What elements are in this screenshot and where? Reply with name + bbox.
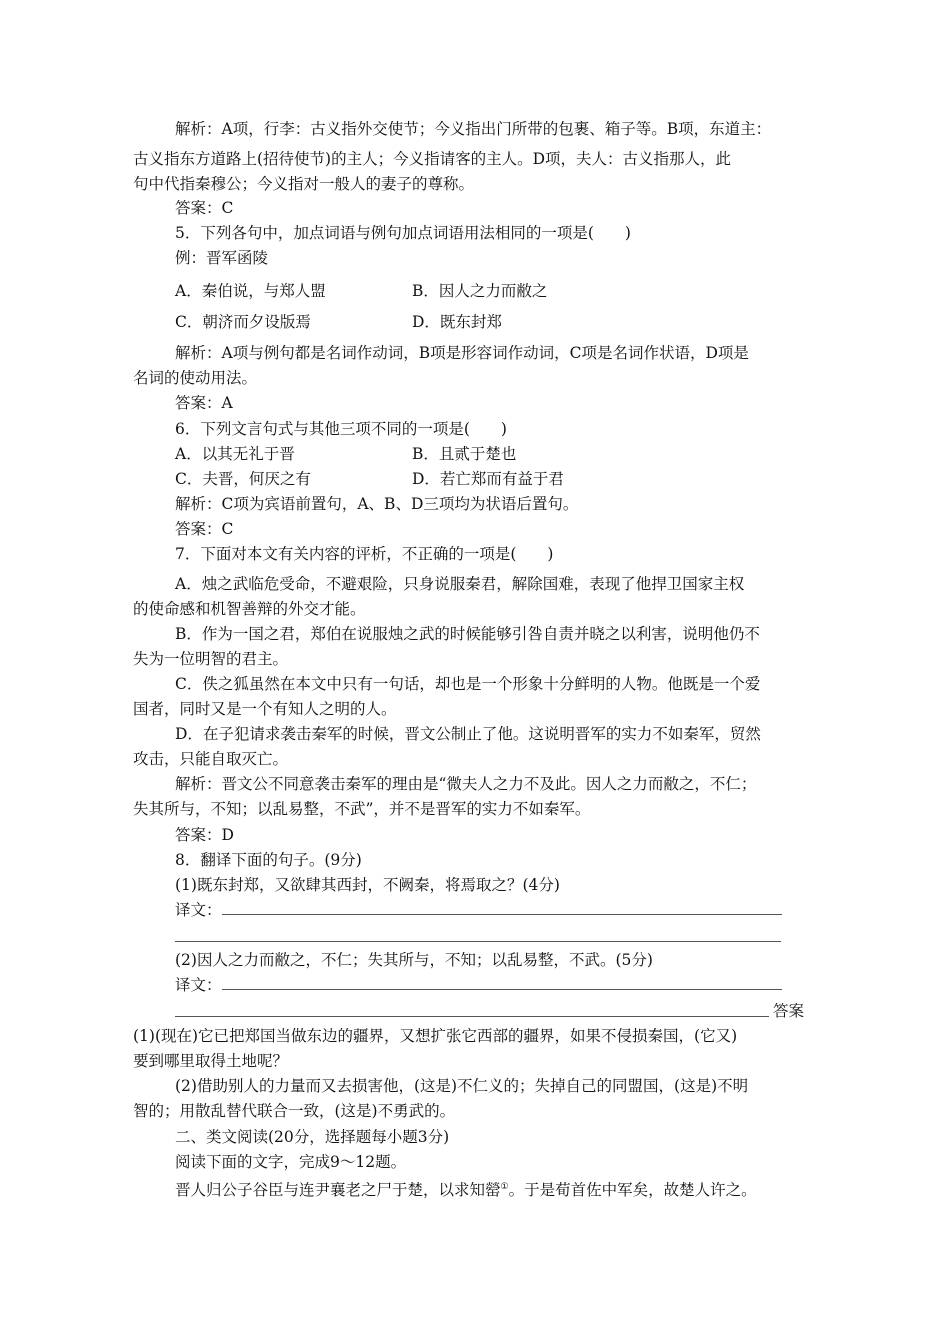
q8-answer-2-line-2: 智的；用散乱替代联合一致，(这是)不勇武的。: [133, 1102, 456, 1120]
q5-option-c: C．朝济而夕设版焉: [175, 313, 311, 331]
q4-analysis-line-3: 句中代指秦穆公；今义指对一般人的妻子的尊称。: [133, 175, 475, 193]
q7-option-c-line-2: 国者，同时又是一个有知人之明的人。: [133, 700, 397, 718]
translation-label-2: 译文：: [175, 976, 222, 994]
footnote-marker: ①: [500, 1182, 509, 1192]
q7-analysis-line-2: 失其所与，不知；以乱易整，不武”，并不是晋军的实力不如秦军。: [133, 800, 591, 818]
q8-sentence-1: (1)既东封郑，又欲肆其西封，不阙秦，将焉取之？(4分): [175, 876, 560, 894]
q6-answer: 答案：C: [175, 520, 234, 538]
q5-stem: 5．下列各句中，加点词语与例句加点词语用法相同的一项是( ): [175, 224, 631, 242]
q8-answer-2-line-1: (2)借助别人的力量而又去损害他，(这是)不仁义的；失掉自己的同盟国，(这是)不明: [175, 1077, 749, 1095]
section-2-heading: 二、类文阅读(20分，选择题每小题3分): [175, 1128, 450, 1146]
q5-options-row-1: [175, 281, 547, 301]
q6-option-a: A．以其无礼于晋: [175, 445, 295, 463]
q7-option-d-line-1: D．在子犯请求袭击秦军的时候，晋文公制止了他。这说明晋军的实力不如秦军，贸然: [175, 725, 761, 743]
q5-analysis-line-1: 解析：A项与例句都是名词作动词，B项是形容词作动词，C项是名词作状语，D项是: [175, 344, 749, 362]
q6-option-b: B．且贰于楚也: [412, 445, 517, 463]
q5-option-a: A．秦伯说，与郑人盟: [175, 282, 326, 300]
q5-option-d: D．既东封郑: [412, 313, 502, 331]
translation-label-1: 译文：: [175, 901, 222, 919]
translation-1-blank-line-2[interactable]: [175, 941, 781, 942]
q6-option-c: C．夫晋，何厌之有: [175, 470, 311, 488]
q7-analysis-line-1: 解析：晋文公不同意袭击秦军的理由是“微夫人之力不及此。因人之力而敝之，不仁；: [175, 775, 757, 793]
q7-option-b-line-1: B．作为一国之君，郑伯在说服烛之武的时候能够引咎自责并晓之以利害，说明他仍不: [175, 625, 760, 643]
q4-analysis-line-1: 解析：A项，行李：古义指外交使节；今义指出门所带的包裹、箱子等。B项，东道主：: [175, 120, 772, 138]
q7-answer: 答案：D: [175, 826, 234, 844]
q7-option-b-line-2: 失为一位明智的君主。: [133, 650, 289, 668]
q5-options-row-2: [175, 312, 502, 332]
q7-option-a-line-1: A．烛之武临危受命，不避艰险，只身说服秦君，解除国难，表现了他捍卫国家主权: [175, 575, 745, 593]
q5-option-b: B．因人之力而敝之: [412, 282, 548, 300]
q8-answer-1-line-1: (1)(现在)它已把郑国当做东边的疆界，又想扩张它西部的疆界，如果不侵损秦国，(它又): [133, 1027, 738, 1045]
translation-1-blank-line[interactable]: [222, 900, 782, 915]
q6-option-d: D．若亡郑而有益于君: [412, 470, 564, 488]
passage-line-1: [175, 1177, 757, 1200]
q8-sentence-2: (2)因人之力而敝之，不仁；失其所与，不知；以乱易整，不武。(5分): [175, 951, 653, 969]
q6-stem: 6．下列文言句式与其他三项不同的一项是( ): [175, 420, 507, 438]
q5-analysis-line-2: 名词的使动用法。: [133, 369, 258, 387]
passage-text-1: 晋人归公子谷臣与连尹襄老之尸于楚，以求知罃: [175, 1181, 501, 1200]
section-2-instruction: 阅读下面的文字，完成9～12题。: [175, 1153, 407, 1171]
q5-example: 例：晋军函陵: [175, 249, 269, 267]
q8-answer-label: 答案: [773, 1002, 805, 1020]
q4-analysis-line-2: 古义指东方道路上(招待使节)的主人；今义指请客的主人。D项，夫人：古义指那人，此: [133, 150, 732, 168]
q7-option-d-line-2: 攻击，只能自取灭亡。: [133, 750, 289, 768]
q4-answer: 答案：C: [175, 199, 234, 217]
q7-stem: 7．下面对本文有关内容的评析，不正确的一项是( ): [175, 545, 554, 563]
translation-2-blank-line-2[interactable]: [175, 1016, 769, 1017]
q6-analysis: 解析：C项为宾语前置句，A、B、D三项均为状语后置句。: [175, 495, 579, 513]
q8-translation-2: [175, 975, 782, 995]
q7-option-a-line-2: 的使命感和机智善辩的外交才能。: [133, 600, 366, 618]
q6-options-row-2: [175, 469, 564, 489]
q5-answer: 答案：A: [175, 394, 233, 412]
q8-answer-1-line-2: 要到哪里取得土地呢？: [133, 1052, 289, 1070]
translation-2-blank-line[interactable]: [222, 975, 782, 990]
q8-stem: 8．翻译下面的句子。(9分): [175, 851, 362, 869]
q6-options-row-1: [175, 444, 516, 464]
passage-text-2: 。于是荀首佐中军矣，故楚人许之。: [508, 1181, 757, 1200]
q7-option-c-line-1: C．佚之狐虽然在本文中只有一句话，却也是一个形象十分鲜明的人物。他既是一个爱: [175, 675, 761, 693]
q8-translation-1: [175, 900, 782, 920]
